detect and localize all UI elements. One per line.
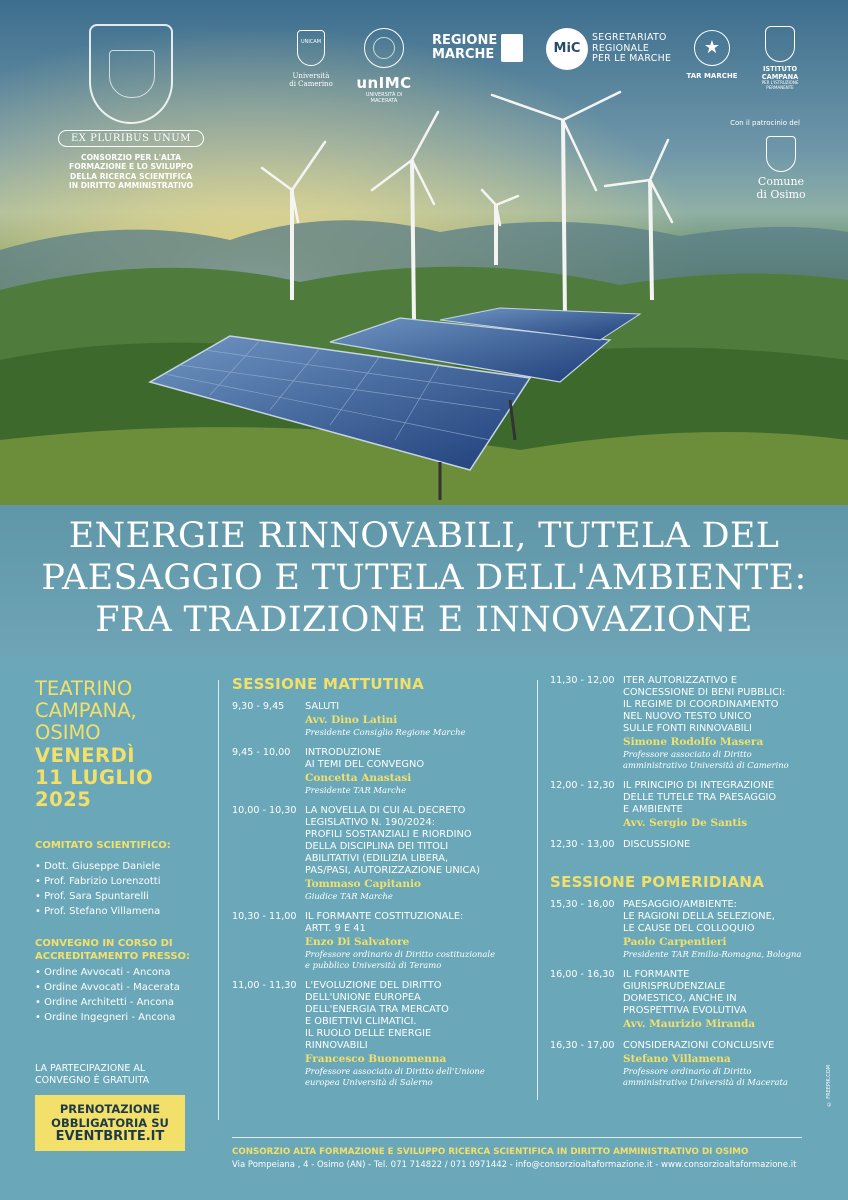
program-topic: DELLE TUTELE TRA PAESAGGIO	[623, 792, 777, 803]
list-item: • Ordine Avvocati - Ancona	[35, 965, 215, 980]
event-title-line-2: PAESAGGIO E TUTELA DELL'AMBIENTE:	[41, 558, 807, 598]
program-topic: DOMESTICO, ANCHE IN	[623, 993, 737, 1004]
event-title-line-1: ENERGIE RINNOVABILI, TUTELA DEL	[68, 516, 780, 556]
program-topic: IL RUOLO DELLE ENERGIE	[305, 1028, 432, 1039]
column-divider	[218, 680, 219, 1120]
comune-osimo-logo: Comune di Osimo	[745, 136, 817, 201]
event-date: VENERDÌ 11 LUGLIO 2025	[35, 744, 154, 811]
regione-marche-logo: REGIONE MARCHE	[432, 34, 532, 62]
afternoon-program-list	[550, 899, 810, 1088]
column-divider	[537, 680, 538, 1100]
program-topic: LE RAGIONI DELLA SELEZIONE,	[623, 911, 775, 922]
program-speaker: Avv. Dino Latini	[305, 714, 398, 726]
program-speaker: Stefano Villamena	[623, 1053, 731, 1065]
program-item	[550, 969, 810, 1031]
event-title-line-3: FRA TRADIZIONE E INNOVAZIONE	[95, 600, 753, 640]
list-item: • Ordine Architetti - Ancona	[35, 995, 215, 1010]
consorzio-logo	[56, 24, 206, 191]
program-time: 15,30 - 16,00	[550, 899, 615, 910]
program-content	[623, 969, 810, 1031]
program-speaker-role: e pubblico Università di Teramo	[305, 960, 442, 970]
program-speaker-role: Presidente Consiglio Regione Marche	[305, 727, 466, 737]
program-topic: DELL'ENERGIA TRA MERCATO	[305, 1004, 449, 1015]
afternoon-session-title: SESSIONE POMERIDIANA	[550, 873, 765, 891]
list-item: • Ordine Avvocati - Macerata	[35, 980, 215, 995]
event-info-column	[35, 678, 215, 1151]
program-speaker: Tommaso Capitanio	[305, 878, 421, 890]
accreditamento-list	[35, 965, 215, 1025]
consorzio-crest-icon	[89, 24, 173, 124]
program-topic: DELLA DISCIPLINA DEI TITOLI	[305, 841, 449, 852]
footer-contact: Via Pompeiana , 4 - Osimo (AN) - Tel. 071 714822 / 071 0971442 - info@consorzioaltaformazione.it - www.consorzioaltaformazione.it	[232, 1160, 797, 1170]
program-item	[232, 701, 532, 738]
program-content	[623, 839, 810, 851]
istituto-campana-logo: ISTITUTO CAMPANA PER L'ISTRUZIONE PERMANENTE	[754, 26, 806, 91]
program-speaker-role: Professore associato di Diritto dell'Unione	[305, 1066, 485, 1076]
program-topic: IL REGIME DI COORDINAMENTO	[623, 699, 779, 710]
program-topic: PROFILI SOSTANZIALI E RIORDINO	[305, 829, 472, 840]
program-item	[550, 899, 810, 960]
program-item	[550, 675, 810, 771]
free-participation-note: LA PARTECIPAZIONE AL CONVEGNO È GRATUITA	[35, 1063, 150, 1086]
program-topic: ITER AUTORIZZATIVO E	[623, 675, 738, 686]
program-speaker-role: Professore associato di Diritto	[623, 749, 752, 759]
program-item	[232, 805, 532, 902]
unicam-shield-icon: UNICAM	[297, 30, 325, 66]
program-speaker-role: europea Università di Salerno	[305, 1077, 433, 1087]
list-item: • Ordine Ingegneri - Ancona	[35, 1010, 215, 1025]
italian-republic-emblem-icon: ★	[694, 30, 730, 66]
hero-image	[0, 0, 848, 505]
program-topic: IL FORMANTE COSTITUZIONALE:	[305, 911, 464, 922]
comitato-title: COMITATO SCIENTIFICO:	[35, 840, 171, 851]
program-speaker-role: Professore ordinario di Diritto costituzionale	[305, 949, 496, 959]
list-item: • Prof. Fabrizio Lorenzotti	[35, 874, 215, 889]
comitato-list	[35, 859, 215, 919]
list-item: • Dott. Giuseppe Daniele	[35, 859, 215, 874]
program-speaker: Avv. Maurizio Miranda	[623, 1018, 756, 1030]
patrocinio-label: Con il patrocinio del	[730, 119, 800, 127]
program-item	[232, 980, 532, 1088]
program-topic: SALUTI	[305, 701, 340, 712]
istituto-crest-icon	[765, 26, 795, 62]
program-content	[305, 747, 532, 796]
program-speaker: Avv. Sergio De Santis	[623, 817, 748, 829]
osimo-crest-icon	[766, 136, 796, 172]
program-content	[305, 701, 532, 738]
program-topic: GIURISPRUDENZIALE	[623, 981, 726, 992]
program-speaker-role: Giudice TAR Marche	[305, 891, 393, 901]
program-time: 11,00 - 11,30	[232, 980, 297, 991]
program-item	[232, 747, 532, 796]
program-topic: RINNOVABILI	[305, 1040, 368, 1051]
program-content	[623, 899, 810, 960]
program-time: 10,00 - 10,30	[232, 805, 297, 816]
title-band	[0, 505, 848, 655]
program-topic: AI TEMI DEL CONVEGNO	[305, 759, 425, 770]
program-topic: SULLE FONTI RINNOVABILI	[623, 723, 752, 734]
program-speaker: Enzo Di Salvatore	[305, 936, 410, 948]
program-content	[305, 980, 532, 1088]
program-time: 10,30 - 11,00	[232, 911, 297, 922]
program-item	[550, 780, 810, 830]
program-speaker: Concetta Anastasi	[305, 772, 412, 784]
program-time: 9,45 - 10,00	[232, 747, 291, 758]
program-content	[623, 675, 810, 771]
program-topic: ARTT. 9 E 41	[305, 923, 366, 934]
list-item: • Prof. Stefano Villamena	[35, 904, 215, 919]
consorzio-caption: CONSORZIO PER L'ALTA FORMAZIONE E LO SVILUPPO DELLA RICERCA SCIENTIFICA IN DIRITTO AMMINISTRATIVO	[68, 153, 194, 191]
footer-organizer: CONSORZIO ALTA FORMAZIONE E SVILUPPO RICERCA SCIENTIFICA IN DIRITTO AMMINISTRATIVO DI OSIMO	[232, 1147, 749, 1157]
program-time: 12,00 - 12,30	[550, 780, 615, 791]
program-speaker: Paolo Carpentieri	[623, 936, 727, 948]
program-item	[550, 1040, 810, 1088]
program-topic: DELL'UNIONE EUROPEA	[305, 992, 421, 1003]
program-topic: LEGISLATIVO N. 190/2024:	[305, 817, 435, 828]
list-item: • Prof. Sara Spuntarelli	[35, 889, 215, 904]
program-topic: CONSIDERAZIONI CONCLUSIVE	[623, 1040, 775, 1051]
program-topic: IL PRINCIPIO DI INTEGRAZIONE	[623, 780, 775, 791]
program-topic: CONCESSIONE DI BENI PUBBLICI:	[623, 687, 786, 698]
program-time: 16,30 - 17,00	[550, 1040, 615, 1051]
program-content	[305, 805, 532, 902]
program-content	[623, 780, 810, 830]
morning-session-column	[232, 675, 532, 1097]
consorzio-motto: EX PLURIBUS UNUM	[58, 130, 204, 147]
unimc-seal-icon	[364, 28, 404, 68]
booking-box[interactable]: PRENOTAZIONE OBBLIGATORIA SU EVENTBRITE.IT	[35, 1095, 185, 1151]
program-topic: E AMBIENTE	[623, 804, 683, 815]
image-credit: © FREEPIK.COM	[826, 1065, 832, 1107]
program-content	[623, 1040, 810, 1088]
venue: TEATRINO CAMPANA, OSIMO	[35, 677, 137, 744]
program-topic: LE CAUSE DEL COLLOQUIO	[623, 923, 755, 934]
tar-marche-logo: ★ TAR MARCHE	[684, 30, 740, 80]
eventbrite-link[interactable]: EVENTBRITE.IT	[55, 1129, 165, 1144]
mic-logo: MiCSEGRETARIATO REGIONALE PER LE MARCHE	[546, 28, 676, 70]
morning-program-list	[232, 701, 532, 1088]
footer-divider	[232, 1137, 802, 1138]
program-speaker: Simone Rodolfo Masera	[623, 736, 764, 748]
program-speaker-role: amministrativo Università di Macerata	[623, 1077, 788, 1087]
program-speaker-role: amministrativo Università di Camerino	[623, 760, 789, 770]
program-item	[550, 839, 810, 851]
program-topic: PAS/PASI, AUTORIZZAZIONE UNICA)	[305, 865, 480, 876]
program-topic: INTRODUZIONE	[305, 747, 382, 758]
unimc-logo: unIMC UNIVERSITÀ DI MACERATA	[352, 28, 416, 104]
late-morning-program-list	[550, 675, 810, 851]
marche-emblem-icon	[501, 34, 523, 62]
program-topic: LA NOVELLA DI CUI AL DECRETO	[305, 805, 466, 816]
program-speaker-role: Professore ordinario di Diritto	[623, 1066, 752, 1076]
program-topic: PAESAGGIO/AMBIENTE:	[623, 899, 737, 910]
program-speaker: Francesco Buonomenna	[305, 1053, 447, 1065]
accreditamento-title: CONVEGNO IN CORSO DI ACCREDITAMENTO PRESSO:	[35, 938, 191, 962]
program-item	[232, 911, 532, 971]
unicam-logo: UNICAM Università di Camerino	[283, 30, 339, 89]
program-time: 11,30 - 12,00	[550, 675, 615, 686]
program-topic: ABILITATIVI (EDILIZIA LIBERA,	[305, 853, 449, 864]
program-topic: NEL NUOVO TESTO UNICO	[623, 711, 752, 722]
program-time: 16,00 - 16,30	[550, 969, 615, 980]
program-speaker-role: Presidente TAR Emilia-Romagna, Bologna	[623, 949, 802, 959]
program-topic: DISCUSSIONE	[623, 839, 691, 850]
morning-session-title: SESSIONE MATTUTINA	[232, 675, 425, 693]
program-time: 12,30 - 13,00	[550, 839, 615, 850]
footer	[232, 1146, 812, 1172]
program-topic: PROSPETTIVA EVOLUTIVA	[623, 1005, 747, 1016]
program-topic: IL FORMANTE	[623, 969, 690, 980]
program-speaker-role: Presidente TAR Marche	[305, 785, 407, 795]
mic-badge-icon: MiC	[546, 28, 588, 70]
program-topic: L'EVOLUZIONE DEL DIRITTO	[305, 980, 442, 991]
program-time: 9,30 - 9,45	[232, 701, 285, 712]
program-topic: E OBIETTIVI CLIMATICI.	[305, 1016, 417, 1027]
program-content	[305, 911, 532, 971]
right-program-column	[550, 675, 810, 1097]
